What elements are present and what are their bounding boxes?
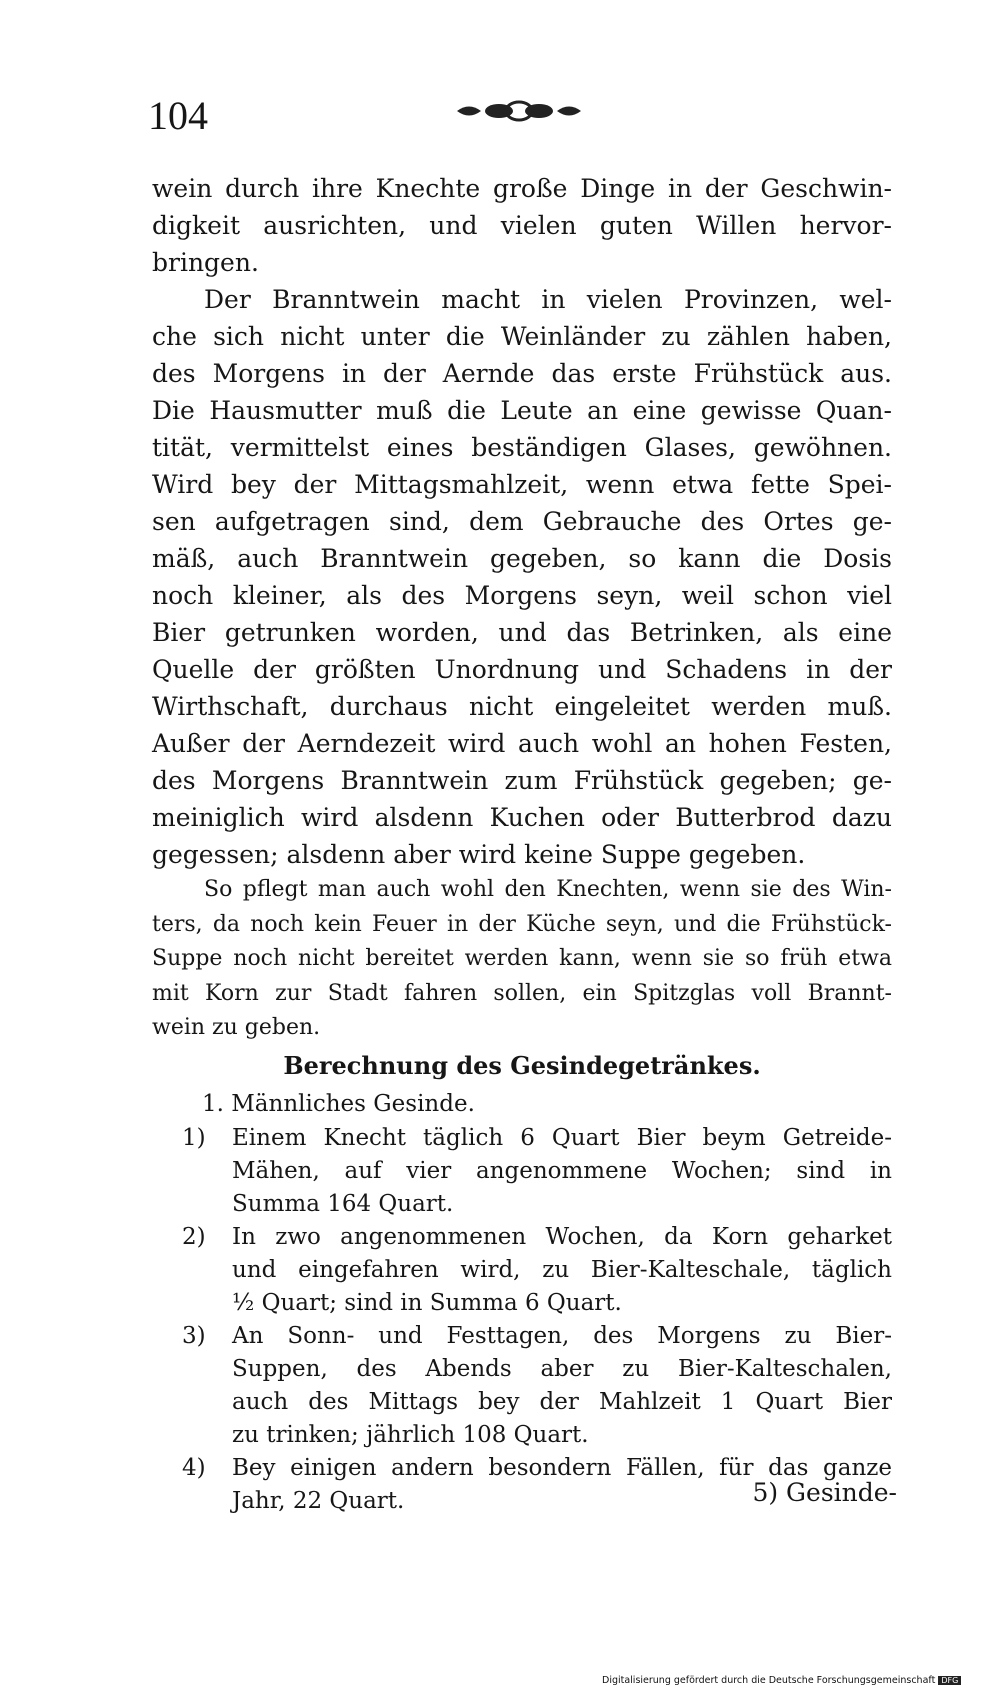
text-line: che sich nicht unter die Weinländer zu zählen haben, xyxy=(152,322,892,351)
item-line: Jahr, 22 Quart. xyxy=(232,1487,405,1514)
list-item xyxy=(152,1221,892,1254)
note-line: ters, da noch kein Feuer in der Küche seyn, und die Frühstück- xyxy=(152,911,892,937)
ornament-icon xyxy=(455,100,583,122)
text-line: Wird bey der Mittagsmahlzeit, wenn etwa fette Spei- xyxy=(152,470,892,499)
text-line: gegessen; alsdenn aber wird keine Suppe gegeben. xyxy=(152,840,806,869)
text-line: des Morgens Branntwein zum Frühstück gegeben; ge- xyxy=(152,766,892,795)
item-number: 3) xyxy=(182,1322,206,1349)
credit-text: Digitalisierung gefördert durch die Deutsche Forschungsgemeinschaft xyxy=(602,1675,936,1686)
text-line: mäß, auch Branntwein gegeben, so kann die Dosis xyxy=(152,544,892,573)
text-line: digkeit ausrichten, und vielen guten Willen hervor- xyxy=(152,211,892,240)
text-line: noch kleiner, als des Morgens seyn, weil schon viel xyxy=(152,581,892,610)
item-line: Einem Knecht täglich 6 Quart Bier beym Getreide- xyxy=(232,1124,892,1151)
section-subheading: 1. Männliches Gesinde. xyxy=(202,1090,475,1117)
list-item xyxy=(152,1122,892,1155)
note-line: wein zu geben. xyxy=(152,1015,321,1040)
item-line: Mähen, auf vier angenommene Wochen; sind in xyxy=(232,1157,892,1184)
item-line: zu trinken; jährlich 108 Quart. xyxy=(232,1421,589,1448)
text-line: Außer der Aerndezeit wird auch wohl an hohen Festen, xyxy=(152,729,892,758)
text-line: bringen. xyxy=(152,248,259,277)
text-line: Quelle der größten Unordnung und Schadens in der xyxy=(152,655,892,684)
digitization-credit xyxy=(602,1675,961,1686)
text-line: des Morgens in der Aernde das erste Frühstück aus. xyxy=(152,359,892,388)
item-line: auch des Mittags bey der Mahlzeit 1 Quart Bier xyxy=(232,1388,892,1415)
item-number: 2) xyxy=(182,1223,206,1250)
section-heading: Berechnung des Gesindegetränkes. xyxy=(283,1050,761,1080)
item-line: In zwo angenommenen Wochen, da Korn geharket xyxy=(232,1223,892,1250)
note-line: mit Korn zur Stadt fahren sollen, ein Spitzglas voll Brannt- xyxy=(152,980,892,1006)
text-line: Die Hausmutter muß die Leute an eine gewisse Quan- xyxy=(152,396,892,425)
item-number: 1) xyxy=(182,1124,206,1151)
note-line: So pflegt man auch wohl den Knechten, wenn sie des Win- xyxy=(204,877,892,902)
text-line: Der Branntwein macht in vielen Provinzen, wel- xyxy=(204,285,892,314)
item-line: Summa 164 Quart. xyxy=(232,1190,454,1217)
page-number: 104 xyxy=(148,93,208,138)
item-line: Suppen, des Abends aber zu Bier-Kalteschalen, xyxy=(232,1355,892,1382)
item-line: Bey einigen andern besondern Fällen, für das ganze xyxy=(232,1454,892,1481)
text-line: Bier getrunken worden, und das Betrinken, als eine xyxy=(152,618,892,647)
item-line: An Sonn- und Festtagen, des Morgens zu Bier- xyxy=(232,1322,892,1349)
note-line: Suppe noch nicht bereitet werden kann, wenn sie so früh etwa xyxy=(152,946,892,971)
text-line: tität, vermittelst eines beständigen Glases, gewöhnen. xyxy=(152,433,892,462)
item-number: 4) xyxy=(182,1454,206,1481)
item-line: ½ Quart; sind in Summa 6 Quart. xyxy=(232,1289,622,1316)
catchword: 5) Gesinde- xyxy=(752,1478,897,1507)
item-line: und eingefahren wird, zu Bier-Kalteschale, täglich xyxy=(232,1256,892,1283)
text-line: meiniglich wird alsdenn Kuchen oder Butterbrod dazu xyxy=(152,803,892,832)
text-line: wein durch ihre Knechte große Dinge in der Geschwin- xyxy=(152,174,892,203)
list-item xyxy=(152,1320,892,1353)
dfg-logo: DFG xyxy=(938,1676,961,1685)
text-block xyxy=(152,170,892,1518)
text-line: Wirthschaft, durchaus nicht eingeleitet werden muß. xyxy=(152,692,892,721)
text-line: sen aufgetragen sind, dem Gebrauche des Ortes ge- xyxy=(152,507,892,536)
